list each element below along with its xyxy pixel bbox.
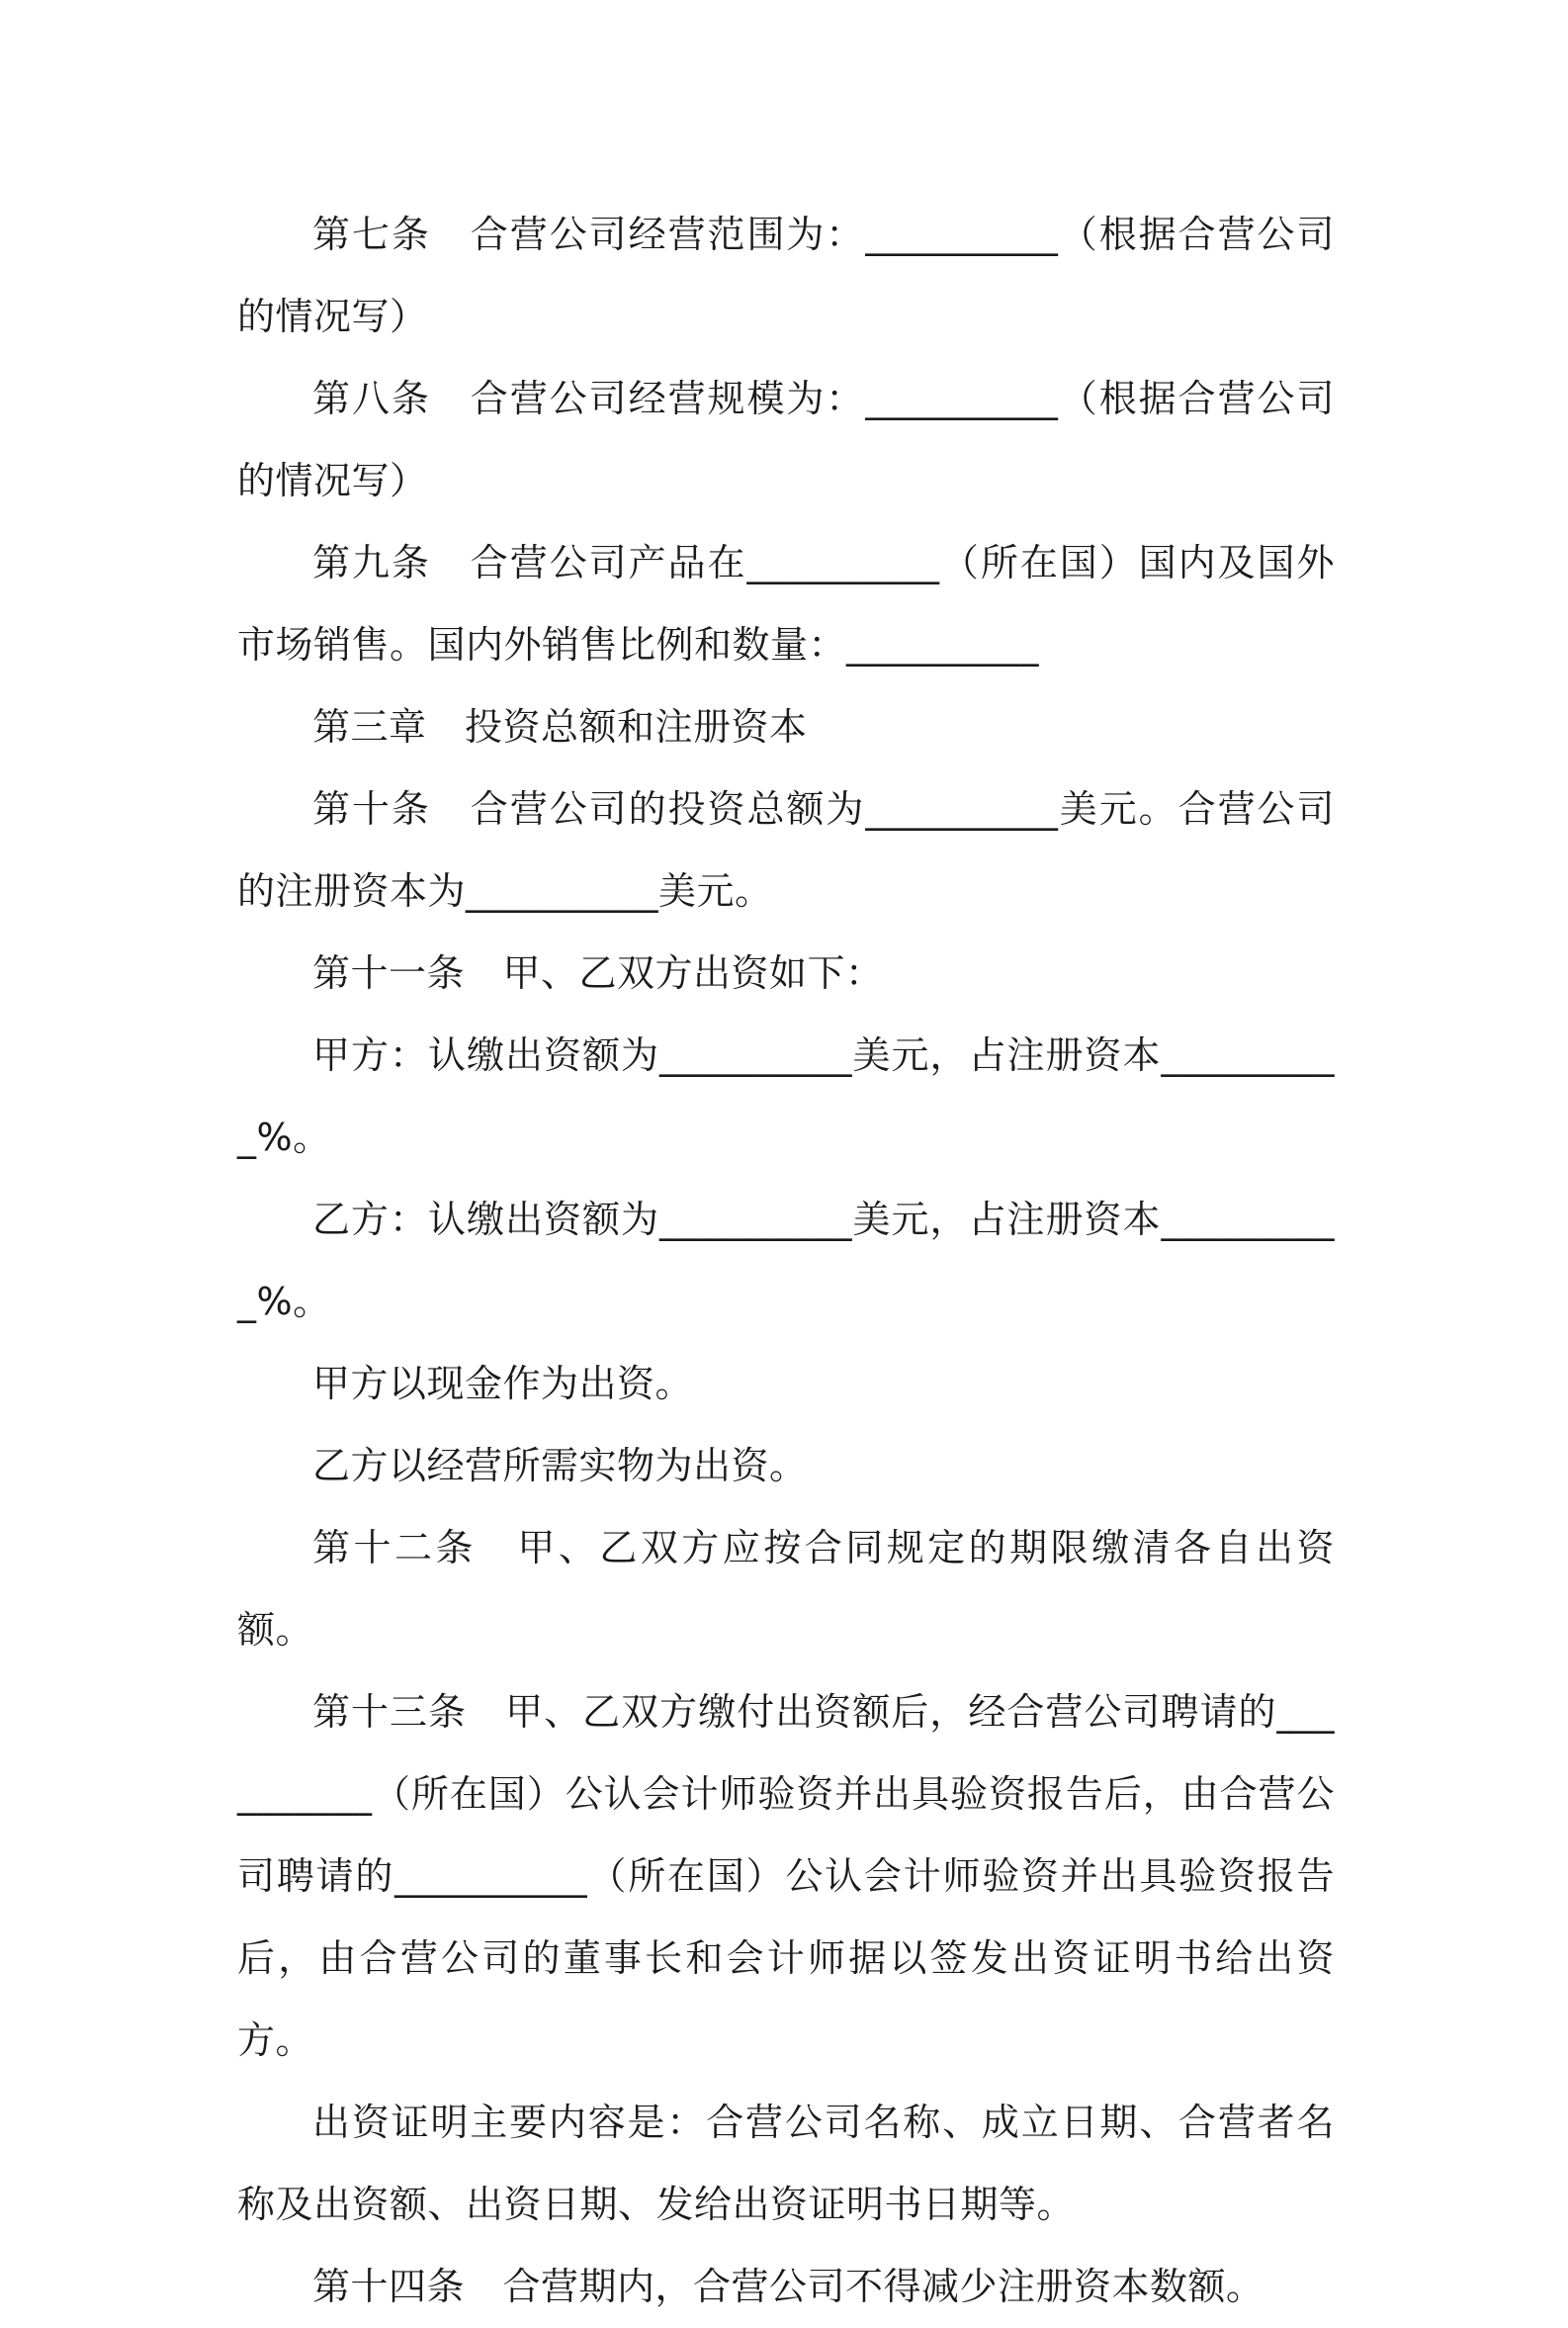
article-14: 第十四条 合营期内，合营公司不得减少注册资本数额。	[312, 2265, 1264, 2308]
party-b-contribution-form: 乙方以经营所需实物为出资。	[312, 1444, 808, 1487]
article-7: 第七条 合营公司经营范围为：__________（根据合营公司的情况写）	[237, 213, 1335, 338]
article-10: 第十条 合营公司的投资总额为__________美元。合营公司的注册资本为__________美元。	[237, 787, 1335, 913]
chapter-3-heading: 第三章 投资总额和注册资本	[312, 705, 808, 749]
party-a-contribution: 甲方：认缴出资额为__________美元，占注册资本__________%。	[237, 1033, 1335, 1159]
party-b-contribution: 乙方：认缴出资额为__________美元，占注册资本__________%。	[237, 1198, 1335, 1323]
article-12: 第十二条 甲、乙双方应按合同规定的期限缴清各自出资额。	[237, 1526, 1335, 1652]
certificate-contents: 出资证明主要内容是：合营公司名称、成立日期、合营者名称及出资额、出资日期、发给出资证明书日期等。	[237, 2101, 1335, 2226]
article-9: 第九条 合营公司产品在__________（所在国）国内及国外市场销售。国内外销售比例和数量：__________	[237, 541, 1335, 667]
article-11: 第十一条 甲、乙双方出资如下：	[312, 951, 884, 995]
article-13: 第十三条 甲、乙双方缴付出资额后，经合营公司聘请的__________（所在国）公认会计师验资并出具验资报告后，由合营公司聘请的__________（所在国）公认会计师验资并出具验资报告后，由合营公司的董事长和会计师据以签发出资证明书给出资方。	[237, 1690, 1335, 2062]
party-a-contribution-form: 甲方以现金作为出资。	[312, 1362, 694, 1405]
article-8: 第八条 合营公司经营规模为：__________（根据合营公司的情况写）	[237, 377, 1335, 502]
document-body	[237, 194, 1335, 2328]
